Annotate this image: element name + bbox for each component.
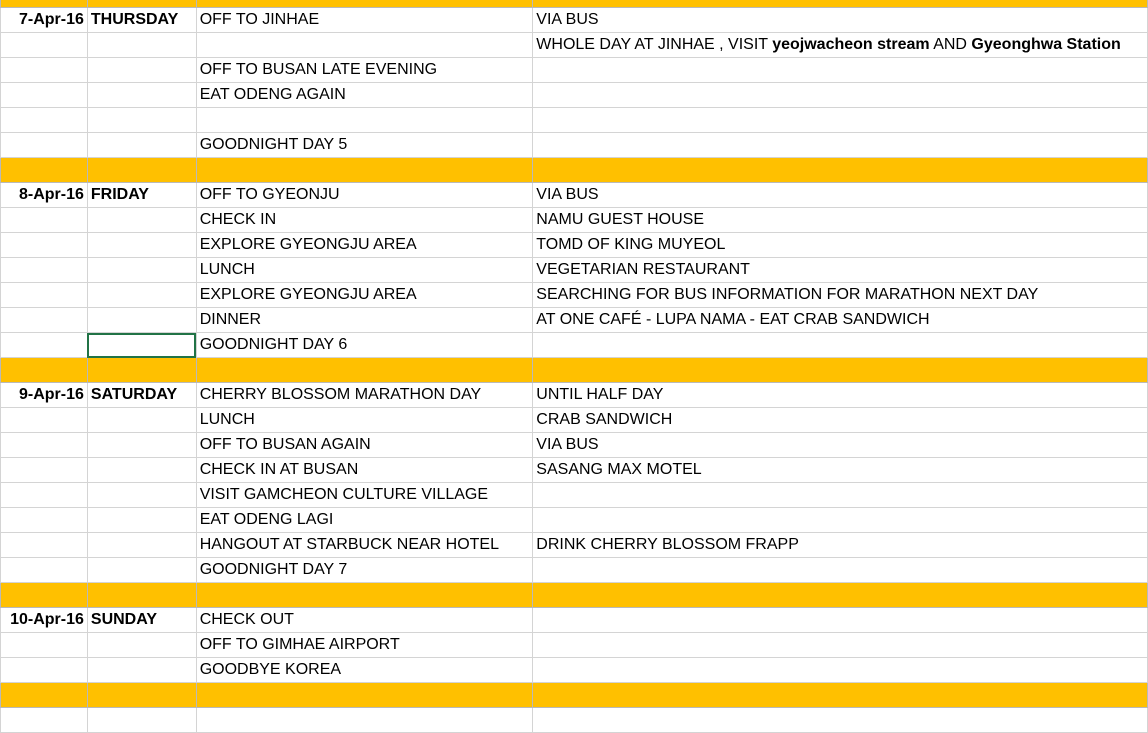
separator-cell[interactable] [533,158,1148,183]
itinerary-body [1,0,1148,733]
activity-cell[interactable]: OFF TO GIMHAE AIRPORT [196,633,533,658]
date-cell[interactable] [1,558,88,583]
day-cell[interactable] [87,633,196,658]
table-row [1,208,1148,233]
separator-cell[interactable] [87,683,196,708]
separator-cell[interactable] [87,158,196,183]
activity-cell[interactable]: OFF TO GYEONJU [196,183,533,208]
activity-cell[interactable]: OFF TO BUSAN AGAIN [196,433,533,458]
activity-cell[interactable]: CHERRY BLOSSOM MARATHON DAY [196,383,533,408]
separator-cell[interactable] [533,0,1148,8]
day-cell[interactable] [87,208,196,233]
day-cell[interactable] [87,258,196,283]
table-row [1,333,1148,358]
separator-cell[interactable] [1,158,88,183]
note-cell[interactable] [533,708,1148,733]
note-cell[interactable] [533,333,1148,358]
note-cell[interactable] [533,508,1148,533]
table-row [1,558,1148,583]
day-separator-row [1,0,1148,8]
note-cell[interactable]: TOMD OF KING MUYEOL [533,233,1148,258]
table-row [1,58,1148,83]
day-cell[interactable] [87,533,196,558]
table-row [1,8,1148,33]
day-cell[interactable] [87,433,196,458]
separator-cell[interactable] [87,583,196,608]
day-cell[interactable] [87,58,196,83]
day-cell[interactable]: FRIDAY [87,183,196,208]
date-cell[interactable] [1,433,88,458]
day-cell[interactable]: THURSDAY [87,8,196,33]
activity-cell[interactable] [196,108,533,133]
date-cell[interactable] [1,233,88,258]
day-cell[interactable] [87,33,196,58]
note-text-part: Gyeonghwa Station [971,36,1121,53]
date-cell[interactable] [1,458,88,483]
note-cell[interactable]: SEARCHING FOR BUS INFORMATION FOR MARATHON NEXT DAY [533,283,1148,308]
table-row [1,283,1148,308]
activity-cell[interactable]: CHECK IN AT BUSAN [196,458,533,483]
note-text-part: WHOLE DAY AT JINHAE , VISIT [536,36,773,53]
note-cell[interactable]: AT ONE CAFÉ - LUPA NAMA - EAT CRAB SANDWICH [533,308,1148,333]
date-cell[interactable]: 8-Apr-16 [1,183,88,208]
note-cell[interactable] [533,83,1148,108]
activity-cell[interactable]: OFF TO JINHAE [196,8,533,33]
separator-cell[interactable] [196,358,533,383]
note-cell[interactable]: SASANG MAX MOTEL [533,458,1148,483]
date-cell[interactable] [1,58,88,83]
table-row [1,183,1148,208]
activity-cell[interactable]: EXPLORE GYEONGJU AREA [196,233,533,258]
activity-cell[interactable]: EXPLORE GYEONGJU AREA [196,283,533,308]
day-separator-row [1,683,1148,708]
day-cell[interactable] [87,658,196,683]
note-text-part: yeojwacheon stream [772,36,930,53]
date-cell[interactable] [1,633,88,658]
date-cell[interactable]: 10-Apr-16 [1,608,88,633]
note-cell[interactable] [533,58,1148,83]
date-cell[interactable] [1,133,88,158]
date-cell[interactable] [1,83,88,108]
note-cell[interactable]: VEGETARIAN RESTAURANT [533,258,1148,283]
date-cell[interactable] [1,508,88,533]
activity-cell[interactable] [196,33,533,58]
separator-cell[interactable] [196,0,533,8]
separator-cell[interactable] [1,583,88,608]
table-row [1,383,1148,408]
table-row [1,458,1148,483]
separator-cell[interactable] [533,683,1148,708]
activity-cell[interactable]: EAT ODENG AGAIN [196,83,533,108]
table-row [1,608,1148,633]
day-cell[interactable] [87,283,196,308]
table-row [1,133,1148,158]
activity-cell[interactable]: GOODNIGHT DAY 6 [196,333,533,358]
date-cell[interactable] [1,658,88,683]
activity-cell[interactable]: HANGOUT AT STARBUCK NEAR HOTEL [196,533,533,558]
table-row [1,83,1148,108]
separator-cell[interactable] [533,358,1148,383]
activity-cell[interactable]: LUNCH [196,408,533,433]
table-row [1,483,1148,508]
note-cell[interactable] [533,558,1148,583]
date-cell[interactable] [1,283,88,308]
date-cell[interactable] [1,33,88,58]
note-cell[interactable]: NAMU GUEST HOUSE [533,208,1148,233]
table-row [1,633,1148,658]
day-cell[interactable] [87,133,196,158]
date-cell[interactable] [1,333,88,358]
separator-cell[interactable] [1,683,88,708]
day-cell[interactable] [87,408,196,433]
activity-cell[interactable]: DINNER [196,308,533,333]
note-cell[interactable] [533,658,1148,683]
activity-cell[interactable]: VISIT GAMCHEON CULTURE VILLAGE [196,483,533,508]
activity-cell[interactable]: GOODNIGHT DAY 7 [196,558,533,583]
separator-cell[interactable] [533,583,1148,608]
separator-cell[interactable] [87,358,196,383]
activity-cell[interactable]: GOODNIGHT DAY 5 [196,133,533,158]
table-row [1,533,1148,558]
activity-cell[interactable] [196,708,533,733]
table-row [1,658,1148,683]
activity-cell[interactable]: CHECK IN [196,208,533,233]
date-cell[interactable] [1,108,88,133]
day-cell[interactable] [87,483,196,508]
table-row [1,258,1148,283]
date-cell[interactable] [1,208,88,233]
note-cell[interactable] [533,33,1148,58]
date-cell[interactable] [1,483,88,508]
activity-cell[interactable]: OFF TO BUSAN LATE EVENING [196,58,533,83]
day-cell[interactable]: SUNDAY [87,608,196,633]
separator-cell[interactable] [87,0,196,8]
activity-cell[interactable]: CHECK OUT [196,608,533,633]
separator-cell[interactable] [1,358,88,383]
date-cell[interactable] [1,308,88,333]
table-row [1,408,1148,433]
table-row [1,508,1148,533]
separator-cell[interactable] [196,583,533,608]
note-cell[interactable]: UNTIL HALF DAY [533,383,1148,408]
table-row [1,308,1148,333]
day-cell[interactable] [87,508,196,533]
note-cell[interactable]: VIA BUS [533,8,1148,33]
day-cell[interactable] [87,558,196,583]
date-cell[interactable] [1,533,88,558]
activity-cell[interactable]: GOODBYE KOREA [196,658,533,683]
note-cell[interactable]: CRAB SANDWICH [533,408,1148,433]
note-cell[interactable] [533,633,1148,658]
day-cell[interactable] [87,83,196,108]
note-cell[interactable]: VIA BUS [533,433,1148,458]
day-cell[interactable] [87,308,196,333]
date-cell[interactable]: 7-Apr-16 [1,8,88,33]
day-cell[interactable] [87,333,196,358]
day-cell[interactable] [87,108,196,133]
day-cell[interactable]: SATURDAY [87,383,196,408]
separator-cell[interactable] [1,0,88,8]
date-cell[interactable]: 9-Apr-16 [1,383,88,408]
separator-cell[interactable] [196,158,533,183]
note-cell[interactable] [533,108,1148,133]
day-separator-row [1,158,1148,183]
note-text-part: AND [929,36,972,53]
table-row [1,233,1148,258]
day-cell[interactable] [87,708,196,733]
note-cell[interactable]: DRINK CHERRY BLOSSOM FRAPP [533,533,1148,558]
table-row [1,108,1148,133]
activity-cell[interactable]: LUNCH [196,258,533,283]
day-cell[interactable] [87,458,196,483]
activity-cell[interactable]: EAT ODENG LAGI [196,508,533,533]
date-cell[interactable] [1,258,88,283]
table-row [1,33,1148,58]
note-cell[interactable] [533,483,1148,508]
note-cell[interactable]: VIA BUS [533,183,1148,208]
separator-cell[interactable] [196,683,533,708]
date-cell[interactable] [1,408,88,433]
day-cell[interactable] [87,233,196,258]
day-separator-row [1,358,1148,383]
note-cell[interactable] [533,608,1148,633]
table-row [1,708,1148,733]
day-separator-row [1,583,1148,608]
note-cell[interactable] [533,133,1148,158]
date-cell[interactable] [1,708,88,733]
table-row [1,433,1148,458]
